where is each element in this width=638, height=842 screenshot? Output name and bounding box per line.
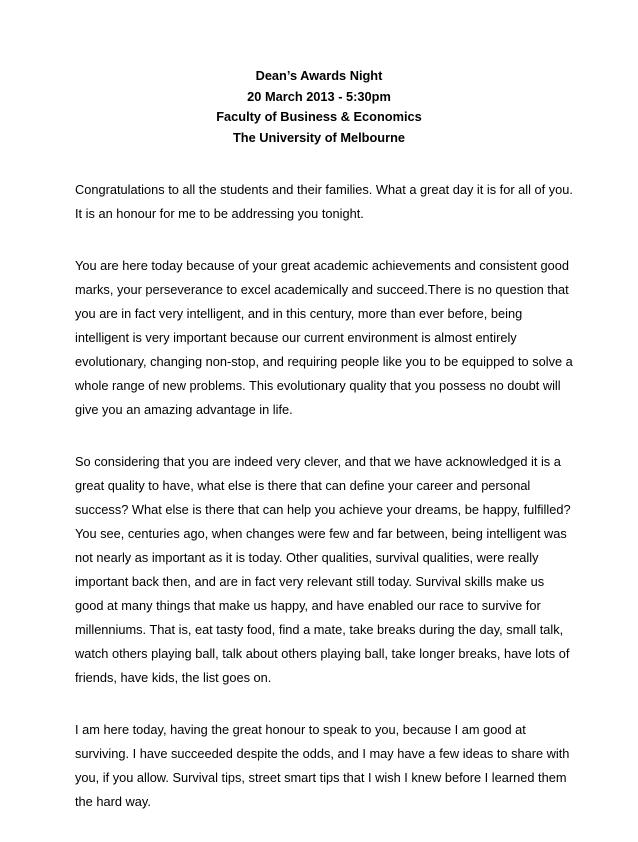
- university-name: The University of Melbourne: [232, 129, 406, 145]
- paragraph-1: [75, 178, 575, 226]
- speech-body: [75, 178, 575, 842]
- paragraph-line: not nearly as important as it is today. Other qualities, survival qualities, were really: [75, 550, 539, 565]
- paragraph-line: the hard way.: [75, 794, 151, 809]
- paragraph-line: It is an honour for me to be addressing you tonight.: [75, 206, 364, 221]
- paragraph-line: good at many things that make us happy, and have enabled our race to survive for: [75, 598, 541, 613]
- paragraph-line: friends, have kids, the list goes on.: [75, 670, 272, 685]
- paragraph-line: I am here today, having the great honour to speak to you, because I am good at: [75, 722, 526, 737]
- paragraph-line: marks, your perseverance to excel academically and succeed.There is no question that: [75, 282, 569, 297]
- paragraph-line: important back then, and are in fact very relevant still today. Survival skills make us: [75, 574, 545, 589]
- paragraph-line: whole range of new problems. This evolutionary quality that you possess no doubt will: [75, 378, 561, 393]
- speech-header: [0, 66, 638, 148]
- paragraph-3: [75, 450, 575, 690]
- paragraph-line: you are in fact very intelligent, and in this century, more than ever before, being: [75, 306, 523, 321]
- paragraph-line: surviving. I have succeeded despite the odds, and I may have a few ideas to share with: [75, 746, 570, 761]
- paragraph-line: give you an amazing advantage in life.: [75, 402, 293, 417]
- paragraph-line: you, if you allow. Survival tips, street smart tips that I wish I knew before I learned them: [75, 770, 567, 785]
- paragraph-line: success? What else is there that can help you achieve your dreams, be happy, fulfilled?: [75, 502, 571, 517]
- event-title: Dean’s Awards Night: [255, 68, 383, 83]
- paragraph-line: Congratulations to all the students and their families. What a great day it is for all of you.: [75, 182, 573, 197]
- paragraph-line: great quality to have, what else is there that can define your career and personal: [75, 478, 531, 493]
- paragraph-line: evolutionary, changing non-stop, and requiring people like you to be equipped to solve a: [75, 354, 573, 369]
- paragraph-line: watch others playing ball, talk about others playing ball, take longer breaks, have lots of: [75, 646, 570, 661]
- event-date: 20 March 2013 - 5:30pm: [247, 88, 391, 104]
- paragraph-line: millenniums. That is, eat tasty food, find a mate, take breaks during the day, small talk,: [75, 622, 564, 637]
- paragraph-line: You see, centuries ago, when changes were few and far between, being intelligent was: [75, 526, 567, 541]
- faculty-name: Faculty of Business & Economics: [216, 109, 422, 124]
- paragraph-line: You are here today because of your great academic achievements and consistent good: [75, 258, 569, 273]
- paragraph-line: So considering that you are indeed very clever, and that we have acknowledged it is a: [75, 454, 561, 469]
- paragraph-4: [75, 718, 575, 814]
- paragraph-line: intelligent is very important because our current environment is almost entirely: [75, 330, 517, 345]
- paragraph-2: [75, 254, 575, 422]
